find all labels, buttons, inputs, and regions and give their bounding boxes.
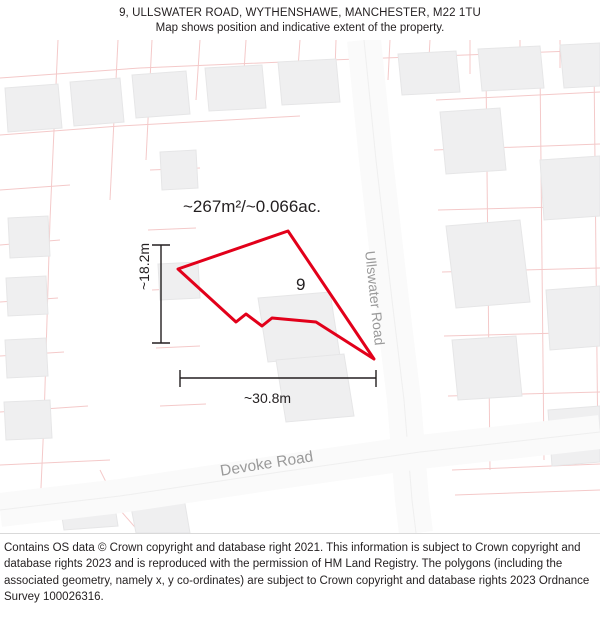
plot-number-label: 9: [296, 275, 306, 294]
road-label-ullswater-road: Ullswater Road: [362, 250, 388, 347]
vertical-dimension-label: ~18.2m: [136, 242, 152, 290]
horizontal-dimension-label: ~30.8m: [244, 390, 292, 406]
map-canvas[interactable]: [0, 40, 600, 533]
plot-area-label: ~267m²/~0.066ac.: [183, 197, 321, 216]
road-label-devoke-road: Devoke Road: [219, 448, 315, 480]
copyright-footer: [0, 533, 600, 625]
page-subtitle: Map shows position and indicative extent of the property.: [155, 22, 445, 34]
page-title: 9, ULLSWATER ROAD, WYTHENSHAWE, MANCHESTER, M22 1TU: [119, 7, 481, 19]
map-header: [0, 0, 600, 40]
copyright-text: Contains OS data © Crown copyright and database right 2021. This information is subject to Crown copyright and database rights 2023 and is reproduced with the permission of HM Land Registry. The polygons (including the associated geometry, namely x, y co-ordinates) are subject to Crown copyright and database rights 2023 Ordnance Survey 100026316.: [4, 542, 590, 603]
